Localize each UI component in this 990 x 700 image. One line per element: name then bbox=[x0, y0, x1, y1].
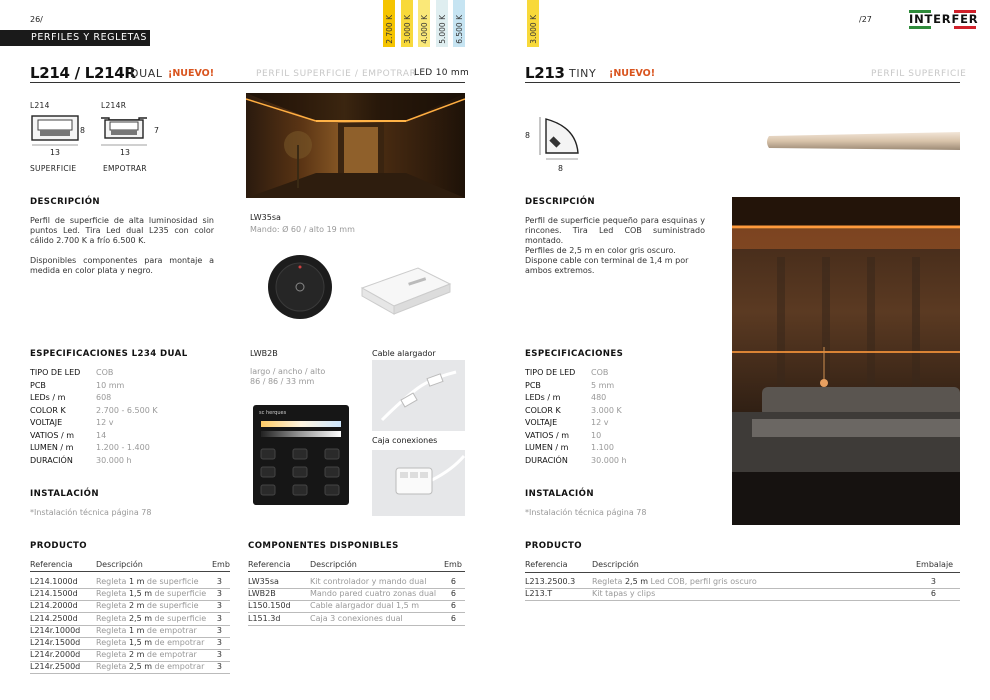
product-emb: 3 bbox=[216, 589, 222, 599]
right-table-header-desc: Descripción bbox=[592, 560, 639, 569]
cable-art bbox=[372, 360, 465, 431]
right-product-subtitle: TINY bbox=[569, 67, 597, 80]
right-table-header-emb: Embalaje bbox=[916, 560, 954, 569]
profile-name-l214r: L214R bbox=[101, 101, 127, 110]
color-tab-4 bbox=[453, 0, 465, 47]
desc-suffix: de empotrar bbox=[152, 662, 205, 672]
left-instalacion-title: INSTALACIÓN bbox=[30, 489, 99, 499]
desc-suffix: Led COB, perfil gris oscuro bbox=[648, 577, 757, 586]
desc-length: 1,5 m bbox=[128, 638, 152, 647]
product-ref: L214r.2500d bbox=[30, 662, 81, 672]
left-descripcion-title: DESCRIPCIÓN bbox=[30, 197, 101, 207]
spec-value: COB bbox=[96, 368, 114, 377]
left-page-number: 26/ bbox=[30, 15, 43, 24]
caja-image bbox=[372, 450, 465, 516]
product-description bbox=[96, 601, 199, 610]
product-description bbox=[96, 614, 206, 623]
desc-length: 2 m bbox=[128, 650, 145, 660]
l213-width: 8 bbox=[558, 164, 563, 173]
product-description bbox=[96, 626, 197, 635]
color-tab-label: 2.700 K bbox=[385, 15, 394, 44]
spec-value: 12 v bbox=[96, 418, 114, 427]
color-tab-0 bbox=[383, 0, 395, 47]
color-tab-label: 3.000 K bbox=[402, 15, 412, 44]
product-emb: 3 bbox=[216, 601, 222, 611]
right-table-header-ref: Referencia bbox=[525, 560, 568, 569]
profile-l214r-height: 7 bbox=[154, 126, 159, 135]
product-emb: 3 bbox=[216, 638, 222, 647]
spec-key: COLOR K bbox=[30, 405, 66, 415]
left-new-badge: ¡NUEVO! bbox=[168, 68, 215, 79]
spec-key: DURACIÓN bbox=[30, 455, 73, 465]
right-table-header-rule bbox=[525, 572, 960, 573]
right-descripcion-p2: Perfiles de 2,5 m en color gris oscuro. Dispone cable con terminal de 1,4 m por ambos extremos. bbox=[525, 246, 689, 275]
product-emb: 3 bbox=[216, 577, 222, 586]
color-tab-3 bbox=[436, 0, 448, 47]
left-producto-title: PRODUCTO bbox=[30, 541, 88, 551]
logo-flag-stripes-bottom bbox=[909, 26, 976, 29]
spec-value: 30.000 h bbox=[591, 455, 627, 465]
right-new-badge: ¡NUEVO! bbox=[609, 68, 656, 79]
component-description: Kit controlador y mando dual bbox=[310, 577, 427, 586]
spec-value: 10 mm bbox=[96, 380, 125, 390]
interfer-logo bbox=[909, 10, 979, 31]
controller-box-image bbox=[358, 258, 454, 318]
right-page-number: /27 bbox=[859, 15, 872, 24]
corridor-photo-art bbox=[246, 93, 465, 198]
product-emb: 3 bbox=[216, 650, 222, 660]
lwb2b-sub1: largo / ancho / alto bbox=[250, 367, 326, 376]
wall-panel-image bbox=[253, 405, 349, 505]
left-product-subtitle: DUAL bbox=[130, 67, 163, 80]
color-tab-1 bbox=[401, 0, 413, 47]
right-title-rule bbox=[525, 82, 960, 83]
desc-suffix: de empotrar bbox=[144, 625, 197, 635]
row-divider bbox=[30, 673, 230, 674]
right-descripcion-p1: Perfil de superficie pequeño para esquinas y rincones. Tira Led COB suministrado montado. bbox=[525, 216, 705, 245]
cable-image bbox=[372, 360, 465, 431]
spec-value: 14 bbox=[96, 430, 107, 440]
color-tab-label: 5.000 K bbox=[437, 15, 447, 44]
row-divider bbox=[248, 625, 465, 626]
product-ref: L214r.2000d bbox=[30, 650, 81, 660]
left-table-header-emb: Emb bbox=[212, 560, 230, 569]
left-title-rule bbox=[30, 82, 465, 83]
panel-color-bar bbox=[261, 421, 341, 427]
product-emb: 3 bbox=[216, 662, 222, 672]
logo-text: INTERFER bbox=[909, 12, 979, 26]
logo-stripe bbox=[931, 26, 953, 29]
product-ref: L213.2500.3 bbox=[525, 577, 576, 586]
right-color-tab-label: 3.000 K bbox=[529, 15, 538, 44]
spec-key: VOLTAJE bbox=[30, 418, 63, 427]
right-descripcion-title: DESCRIPCIÓN bbox=[525, 197, 596, 207]
right-product-title: L213 bbox=[525, 64, 565, 82]
left-spec-title: ESPECIFICACIONES L234 DUAL bbox=[30, 349, 188, 359]
spec-value: 3.000 K bbox=[591, 405, 622, 415]
product-description bbox=[96, 638, 204, 647]
spec-value: 1.100 bbox=[591, 443, 614, 452]
color-tab-label: 4.000 K bbox=[420, 15, 429, 44]
component-ref: L150.150d bbox=[248, 601, 291, 611]
spec-key: LEDs / m bbox=[30, 393, 66, 402]
left-table-header-ref: Referencia bbox=[30, 560, 73, 569]
color-tab-2 bbox=[418, 0, 430, 47]
spec-value: 608 bbox=[96, 393, 112, 402]
profile-l214r-caption: EMPOTRAR bbox=[103, 164, 147, 173]
panel-brand: sc herques bbox=[259, 410, 287, 416]
spec-value: 480 bbox=[591, 393, 607, 402]
product-description bbox=[592, 577, 757, 586]
product-emb: 3 bbox=[216, 613, 222, 623]
component-emb: 6 bbox=[450, 613, 456, 623]
desc-prefix: Regleta bbox=[96, 589, 129, 599]
spec-key: VATIOS / m bbox=[30, 430, 75, 440]
desc-prefix: Regleta bbox=[96, 662, 129, 672]
desc-length: 2,5 m bbox=[624, 577, 648, 586]
spec-value: COB bbox=[591, 368, 609, 377]
right-color-tab bbox=[527, 0, 539, 47]
component-ref: L151.3d bbox=[248, 613, 281, 623]
product-description bbox=[96, 589, 206, 598]
component-ref: LWB2B bbox=[248, 589, 276, 599]
right-instalacion-title: INSTALACIÓN bbox=[525, 489, 594, 499]
product-emb: 3 bbox=[930, 577, 936, 586]
product-description bbox=[96, 577, 199, 586]
left-ghost-label: PERFIL SUPERFICIE / EMPOTRAR bbox=[256, 69, 417, 79]
spec-key: LUMEN / m bbox=[30, 443, 74, 452]
profile-name-l214: L214 bbox=[30, 101, 50, 110]
product-ref: L214.2500d bbox=[30, 613, 78, 623]
spec-key: TIPO DE LED bbox=[30, 368, 81, 377]
spec-key: PCB bbox=[525, 380, 541, 390]
spec-key: PCB bbox=[30, 380, 46, 390]
desc-suffix: de superficie bbox=[144, 601, 199, 611]
component-description: Mando pared cuatro zonas dual bbox=[310, 589, 437, 599]
spec-value: 1.200 - 1.400 bbox=[96, 443, 150, 452]
desc-suffix: de empotrar bbox=[144, 650, 197, 660]
section-banner: PERFILES Y REGLETAS bbox=[0, 30, 150, 46]
product-ref: L213.T bbox=[525, 589, 553, 599]
right-ghost-label: PERFIL SUPERFICIE bbox=[871, 69, 967, 79]
desc-text: Kit tapas y clips bbox=[592, 589, 656, 599]
bedroom-photo bbox=[732, 197, 960, 525]
desc-prefix: Regleta bbox=[96, 638, 129, 647]
logo-stripe bbox=[909, 26, 931, 29]
row-divider bbox=[525, 588, 960, 589]
component-emb: 6 bbox=[450, 577, 456, 586]
profile-l214r-drawing bbox=[99, 112, 159, 152]
product-description bbox=[592, 589, 655, 598]
desc-length: 1,5 m bbox=[128, 589, 152, 599]
right-spec-title: ESPECIFICACIONES bbox=[525, 349, 624, 359]
color-tab-label: 6.500 K bbox=[455, 15, 464, 44]
component-description: Cable alargador dual 1,5 m bbox=[310, 601, 420, 611]
product-description bbox=[96, 650, 197, 659]
caja-art bbox=[372, 450, 465, 516]
right-producto-title: PRODUCTO bbox=[525, 541, 583, 551]
product-ref: L214r.1000d bbox=[30, 625, 81, 635]
component-emb: 6 bbox=[450, 589, 456, 599]
product-emb: 6 bbox=[930, 589, 936, 599]
desc-suffix: de superficie bbox=[144, 577, 199, 586]
comp-header-rule bbox=[248, 571, 465, 572]
spec-key: VOLTAJE bbox=[525, 418, 558, 427]
desc-suffix: de superficie bbox=[152, 613, 207, 623]
panel-buttons bbox=[259, 445, 343, 501]
left-product-title: L214 / L214R bbox=[30, 64, 136, 82]
left-table-header-desc: Descripción bbox=[96, 560, 143, 569]
left-instalacion-note: *Instalación técnica página 78 bbox=[30, 508, 152, 517]
desc-prefix: Regleta bbox=[96, 601, 129, 611]
desc-suffix: de superficie bbox=[152, 589, 207, 599]
desc-length: 2,5 m bbox=[128, 613, 152, 623]
logo-stripe bbox=[954, 26, 976, 29]
cable-title: Cable alargador bbox=[372, 349, 436, 358]
spec-key: VATIOS / m bbox=[525, 430, 570, 440]
spec-key: COLOR K bbox=[525, 405, 561, 415]
lwb2b-sub2: 86 / 86 / 33 mm bbox=[250, 377, 315, 386]
desc-prefix: Regleta bbox=[96, 650, 129, 660]
left-table-header-rule bbox=[30, 571, 230, 572]
comp-header-emb: Emb bbox=[444, 560, 462, 569]
lwb2b-title: LWB2B bbox=[250, 349, 278, 358]
lw35sa-subtitle: Mando: Ø 60 / alto 19 mm bbox=[250, 225, 355, 234]
product-description bbox=[96, 662, 204, 671]
component-description: Caja 3 conexiones dual bbox=[310, 613, 403, 623]
spec-value: 2.700 - 6.500 K bbox=[96, 405, 158, 415]
spec-value: 30.000 h bbox=[96, 455, 132, 465]
product-ref: L214.1500d bbox=[30, 589, 78, 599]
profile-l214-height: 8 bbox=[80, 126, 85, 135]
desc-length: 2 m bbox=[128, 601, 145, 611]
component-ref: LW35sa bbox=[248, 577, 279, 586]
desc-length: 1 m bbox=[128, 625, 145, 635]
profile-l214-width: 13 bbox=[50, 148, 60, 157]
l213-height: 8 bbox=[525, 131, 530, 140]
led-size-label: LED 10 mm bbox=[414, 68, 470, 78]
spec-key: DURACIÓN bbox=[525, 455, 568, 465]
product-ref: L214r.1500d bbox=[30, 638, 81, 647]
spec-value: 10 bbox=[591, 430, 602, 440]
round-remote-image bbox=[266, 253, 334, 321]
spec-value: 5 mm bbox=[591, 380, 615, 390]
lw35sa-title: LW35sa bbox=[250, 213, 281, 222]
desc-length: 1 m bbox=[128, 577, 145, 586]
spec-key: LUMEN / m bbox=[525, 443, 569, 452]
component-emb: 6 bbox=[450, 601, 456, 611]
caja-title: Caja conexiones bbox=[372, 436, 438, 445]
product-ref: L214.1000d bbox=[30, 577, 78, 586]
comp-header-ref: Referencia bbox=[248, 560, 291, 569]
desc-prefix: Regleta bbox=[96, 625, 129, 635]
row-divider bbox=[525, 600, 960, 601]
spec-value: 12 v bbox=[591, 418, 609, 427]
l213-profile-drawing bbox=[536, 115, 586, 161]
corridor-photo bbox=[246, 93, 465, 198]
panel-dim-bar bbox=[261, 431, 341, 437]
left-descripcion-p2: Disponibles componentes para montaje a medida en color plata y negro. bbox=[30, 256, 214, 275]
l213-bar-photo bbox=[765, 128, 960, 154]
profile-l214-caption: SUPERFICIE bbox=[30, 164, 77, 173]
desc-prefix: Regleta bbox=[96, 613, 129, 623]
bedroom-photo-art bbox=[732, 197, 960, 525]
profile-l214r-width: 13 bbox=[120, 148, 130, 157]
product-ref: L214.2000d bbox=[30, 601, 78, 611]
desc-suffix: de empotrar bbox=[152, 638, 205, 647]
right-instalacion-note: *Instalación técnica página 78 bbox=[525, 508, 647, 517]
spec-key: LEDs / m bbox=[525, 393, 561, 402]
comp-header-desc: Descripción bbox=[310, 560, 357, 569]
left-descripcion-p1: Perfil de superficie de alta luminosidad sin puntos Led. Tira Led dual L235 con color cálido 2.700 K a frío 6.500 K. bbox=[30, 216, 214, 245]
spec-key: TIPO DE LED bbox=[525, 368, 576, 377]
componentes-title: COMPONENTES DISPONIBLES bbox=[248, 541, 399, 551]
desc-length: 2,5 m bbox=[128, 662, 152, 672]
desc-prefix: Regleta bbox=[592, 577, 625, 586]
desc-prefix: Regleta bbox=[96, 577, 129, 586]
product-emb: 3 bbox=[216, 625, 222, 635]
